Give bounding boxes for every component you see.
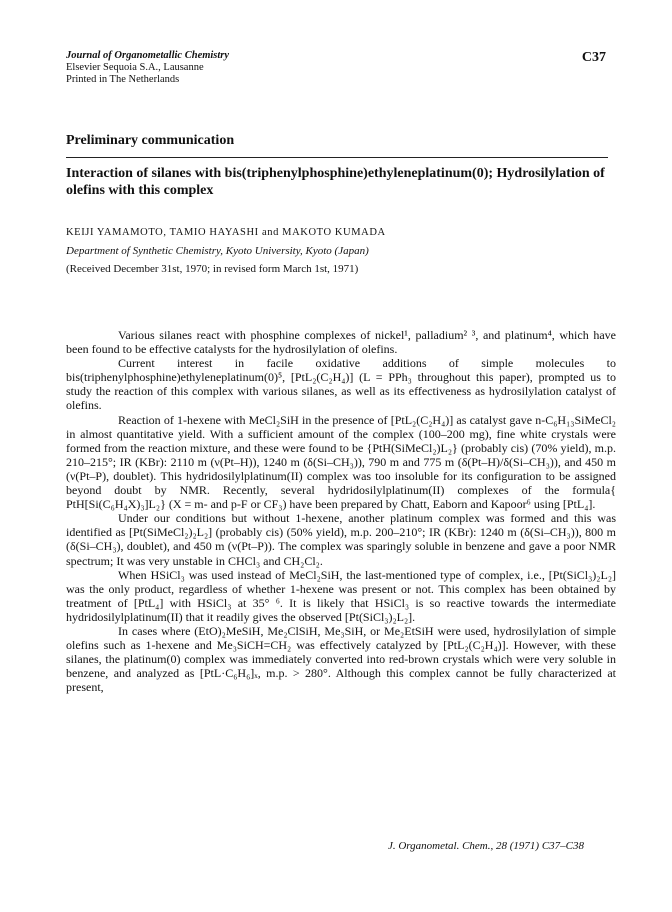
article-body: [66, 328, 616, 694]
paragraph: Various silanes react with phosphine complexes of nickel¹, palladium² ³, and platinum⁴, which have been found to be effective catalysts for the hydrosilylation of olefins.: [66, 328, 616, 357]
received-dates: (Received December 31st, 1970; in revised form March 1st, 1971): [66, 263, 359, 275]
authors: KEIJI YAMAMOTO, TAMIO HAYASHI and MAKOTO KUMADA: [66, 227, 386, 238]
divider: [66, 157, 608, 158]
affiliation: Department of Synthetic Chemistry, Kyoto University, Kyoto (Japan): [66, 245, 369, 257]
printed-line: Printed in The Netherlands: [66, 74, 180, 85]
journal-header: [66, 50, 229, 86]
footer-citation: J. Organometal. Chem., 28 (1971) C37–C38: [387, 840, 584, 852]
page-number: C37: [581, 50, 606, 65]
paragraph: In cases where (EtO)₂MeSiH, Me₂ClSiH, Me₃SiH, or Me₂EtSiH were used, hydrosilylation of simple olefins such as 1-hexene and Me₃SiCH=CH₂ was effectively catalyzed by [PtL₂(C₂H₄)]. However, with these silanes, the platinum(0) complex was immediately converted into red-brown crystals which were very soluble in benzene, and analyzed as [PtL·C₆H₆]ₓ, m.p. > 280°. Although this complex cannot be fully characterized at present,: [66, 623, 616, 695]
paragraph: Reaction of 1-hexene with MeCl₂SiH in the presence of [PtL₂(C₂H₄)] as catalyst gave n-C₆H₁₃SiMeCl₂ in almost quantitative yield. With a sufficient amount of the complex (100–200 mg), fine white crystals were formed from the reaction mixture, and these were found to be {PtH(SiMeCl₂)L₂} (probably cis) (70% yield), m.p. 210–215°; IR (KBr): 2110 m (ν(Pt–H)), 1240 m (δ(Si–CH₃)), 790 m and 775 m (δ(Pt–H)/δ(Si–CH₃)), and 450 m (ν(Pt–P), doublet). This hydridosilylplatinum(II) complex was too insoluble for its configuration to be assigned beyond doubt by NMR. Recently, several hydridosilylplatinum(II) complexes of the formula{ PtH[Si(C₆H₄X)₃]L₂} (X = m- and p-F or CF₃) have been prepared by Chatt, Eaborn and Kapoor⁶ using [PtL₄].: [66, 412, 616, 512]
article-title: Interaction of silanes with bis(triphenylphosphine)ethyleneplatinum(0); Hydrosilylation of olefins with this complex: [66, 166, 605, 198]
publisher-line: Elsevier Sequoia S.A., Lausanne: [66, 62, 204, 73]
paragraph: When HSiCl₃ was used instead of MeCl₂SiH, the last-mentioned type of complex, i.e., [Pt(SiCl₃)₂L₂] was the only product, regardless of whether 1-hexene was present or not. This complex has been obtained by treatment of [PtL₄] with HSiCl₃ at 35° ⁶. It is likely that HSiCl₃ is so reactive towards the intermediate hydridosilylplatinum(II) that it readily gives the observed [Pt(SiCl₃)₂L₂].: [66, 567, 616, 624]
paragraph: Under our conditions but without 1-hexene, another platinum complex was formed and this was identified as [Pt(SiMeCl₂)₂L₂] (probably cis) (50% yield), m.p. 200–210°; IR (KBr): 1240 m (δ(Si–CH₃)), 800 m (δ(Si–CH₃), doublet), and 450 m (ν(Pt–P)). The complex was sparingly soluble in benzene and gave a poor NMR spectrum; It was very unstable in CHCl₃ and CH₂Cl₂.: [66, 511, 616, 568]
section-label: Preliminary communication: [66, 133, 235, 148]
journal-name: Journal of Organometallic Chemistry: [66, 50, 230, 61]
paragraph: Current interest in facile oxidative additions of simple molecules to bis(triphenylphosphine)ethyleneplatinum(0)⁵, [PtL₂(C₂H₄)] (L = PPh₃ throughout this paper), prompted us to study the reaction of this complex with various silanes, as well as its effectiveness as hydrosilylation catalyst of olefins.: [66, 356, 616, 413]
